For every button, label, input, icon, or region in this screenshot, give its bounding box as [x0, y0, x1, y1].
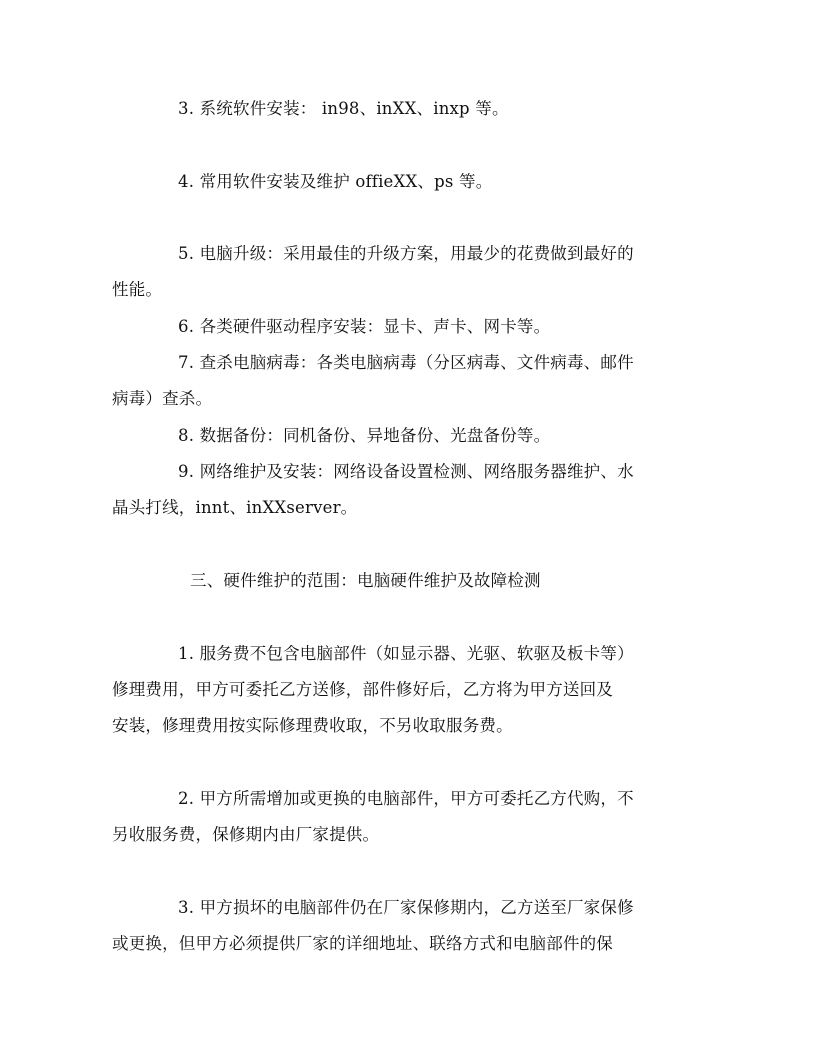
- item-6-drivers: 6. 各类硬件驱动程序安装：显卡、声卡、网卡等。: [178, 317, 551, 336]
- hw-item-3-line2: 或更换，但甲方必须提供厂家的详细地址、联络方式和电脑部件的保: [112, 934, 613, 953]
- item-8-backup: 8. 数据备份：同机备份、异地备份、光盘备份等。: [178, 426, 551, 445]
- item-7-antivirus-line2: 病毒）查杀。: [112, 389, 213, 408]
- item-5-upgrade-line2: 性能。: [112, 280, 163, 299]
- hw-item-1-line3: 安装，修理费用按实际修理费收取，不另收取服务费。: [112, 716, 513, 735]
- item-3-system-software: 3. 系统软件安装： in98、inXX、inxp 等。: [178, 99, 509, 118]
- hw-item-2-line2: 另收服务费，保修期内由厂家提供。: [112, 825, 380, 844]
- item-9-network-line1: 9. 网络维护及安装：网络设备设置检测、网络服务器维护、水: [178, 462, 634, 481]
- section-heading-hardware: 三、硬件维护的范围：电脑硬件维护及故障检测: [190, 571, 541, 590]
- hw-item-1-line1: 1. 服务费不包含电脑部件（如显示器、光驱、软驱及板卡等）: [178, 644, 634, 663]
- item-4-common-software: 4. 常用软件安装及维护 offieXX、ps 等。: [178, 172, 493, 191]
- hw-item-2-line1: 2. 甲方所需增加或更换的电脑部件，甲方可委托乙方代购，不: [178, 789, 634, 808]
- hw-item-3-line1: 3. 甲方损坏的电脑部件仍在厂家保修期内，乙方送至厂家保修: [178, 898, 634, 917]
- item-9-network-line2: 晶头打线，innt、inXXserver。: [112, 498, 358, 517]
- item-5-upgrade-line1: 5. 电脑升级：采用最佳的升级方案，用最少的花费做到最好的: [178, 244, 634, 263]
- hw-item-1-line2: 修理费用，甲方可委托乙方送修，部件修好后，乙方将为甲方送回及: [112, 680, 613, 699]
- item-7-antivirus-line1: 7. 查杀电脑病毒：各类电脑病毒（分区病毒、文件病毒、邮件: [178, 353, 634, 372]
